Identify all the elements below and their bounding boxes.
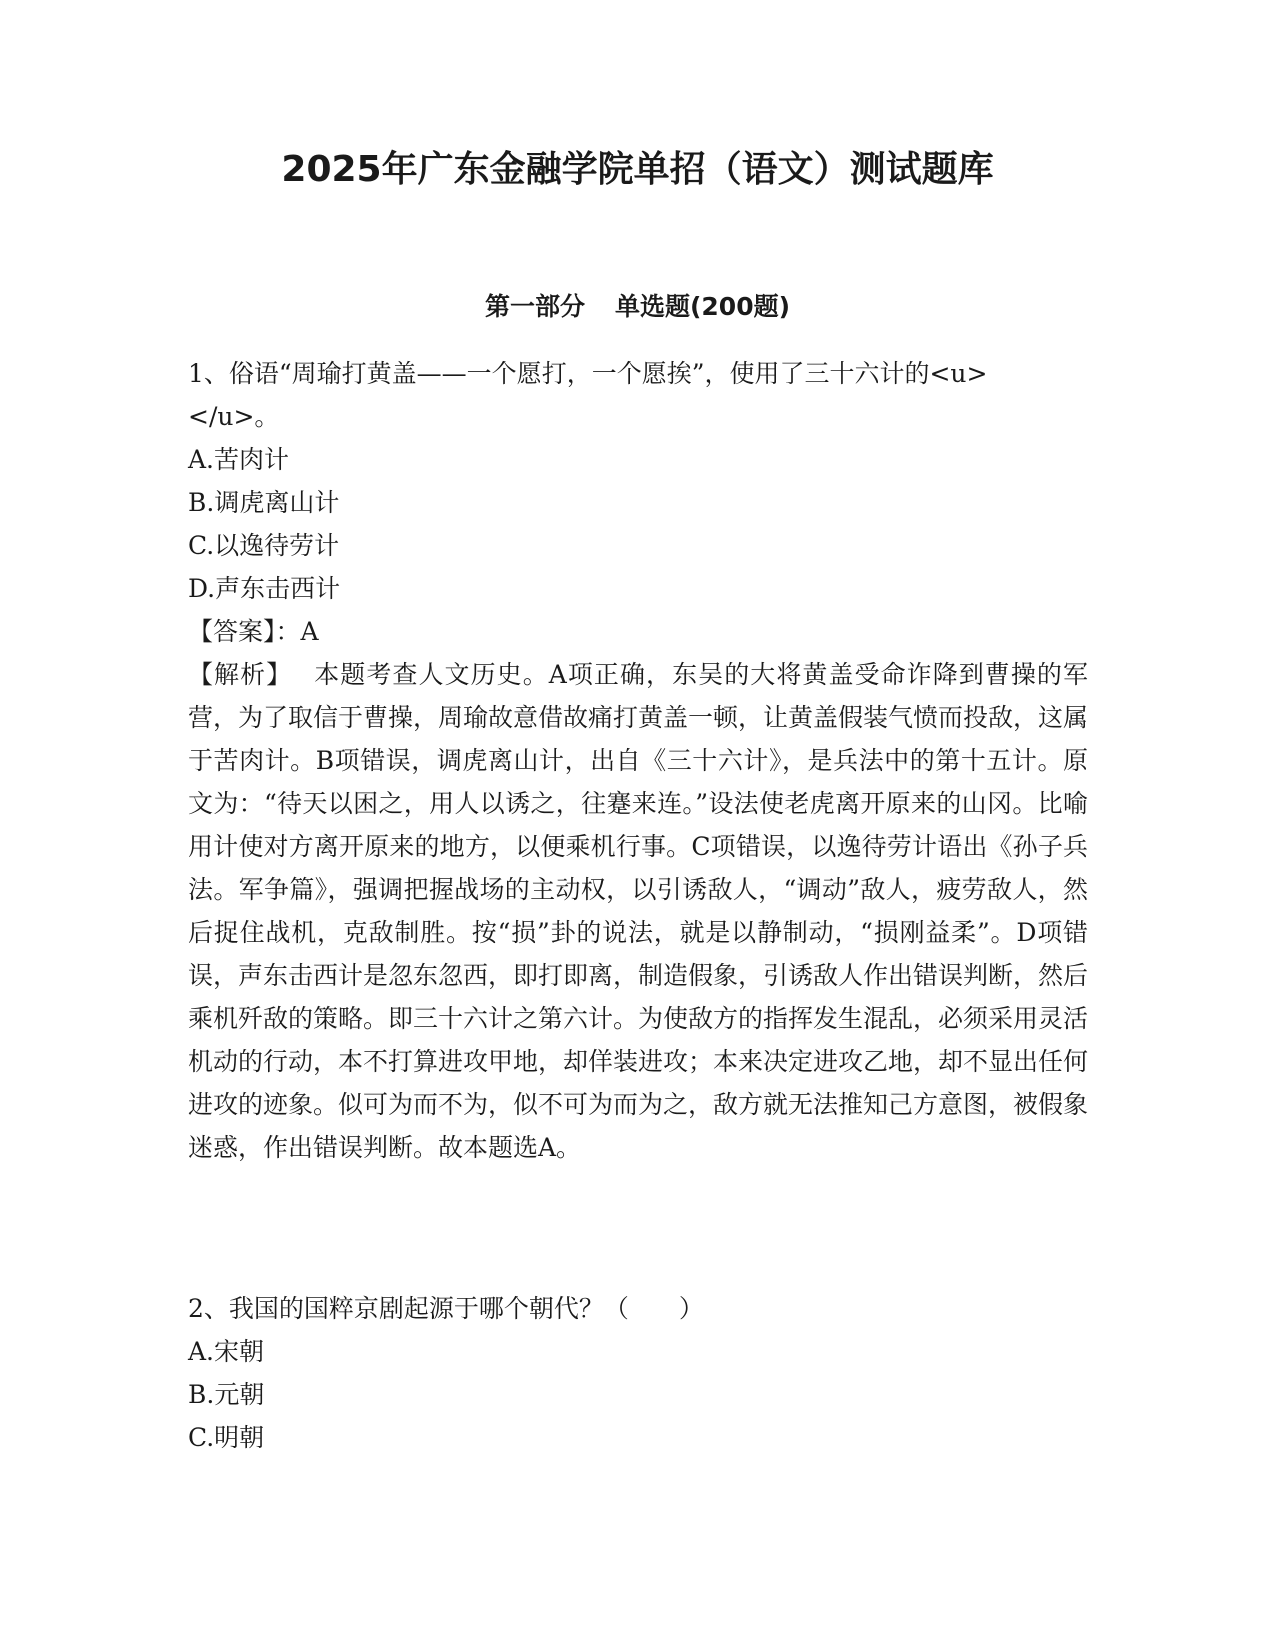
question-1-option-c: C.以逸待劳计 [188, 531, 340, 560]
question-1-answer: 【答案】：A [188, 617, 319, 646]
question-1-option-d: D.声东击西计 [188, 574, 341, 603]
section-part: 第一部分 [484, 292, 585, 321]
question-1-analysis [188, 653, 1088, 1169]
question-1-option-b: B.调虎离山计 [188, 488, 340, 517]
question-2-option-a: A.宋朝 [188, 1337, 265, 1366]
analysis-text: 本题考查人文历史。A项正确，东吴的大将黄盖受命诈降到曹操的军营，为了取信于曹操，周瑜故意借故痛打黄盖一顿，让黄盖假装气愤而投敌，这属于苦肉计。B项错误，调虎离山计，出自《三十六计》，是兵法中的第十五计。原文为：“待天以困之，用人以诱之，往蹇来连。”设法使老虎离开原来的山冈。比喻用计使对方离开原来的地方，以便乘机行事。C项错误，以逸待劳计语出《孙子兵法。军争篇》，强调把握战场的主动权，以引诱敌人，“调动”敌人，疲劳敌人，然后捉住战机，克敌制胜。按“损”卦的说法，就是以静制动，“损刚益柔”。D项错误，声东击西计是忽东忽西，即打即离，制造假象，引诱敌人作出错误判断，然后乘机歼敌的策略。即三十六计之第六计。为使敌方的指挥发生混乱，必须采用灵活机动的行动，本不打算进攻甲地，却佯装进攻；本来决定进攻乙地，却不显出任何进攻的迹象。似可为而不为，似不可为而为之，敌方就无法推知己方意图，被假象迷惑，作出错误判断。故本题选A。 [188, 660, 1089, 1162]
question-1-stem-tail-close: </u>。 [188, 402, 280, 431]
question-1-stem [188, 352, 1088, 438]
question-1-stem-tail-open: <u> [929, 359, 988, 388]
question-2-option-b: B.元朝 [188, 1380, 265, 1409]
question-1 [188, 352, 1088, 1169]
question-1-option-a: A.苦肉计 [188, 445, 290, 474]
analysis-label: 【解析】 [188, 660, 293, 689]
section-name: 单选题(200题) [614, 292, 791, 321]
section-heading [0, 290, 1275, 324]
question-2-option-c: C.明朝 [188, 1423, 265, 1452]
question-2 [188, 1287, 1088, 1459]
question-2-stem: 2、我国的国粹京剧起源于哪个朝代？（ ） [188, 1294, 704, 1323]
document-title: 2025年广东金融学院单招（语文）测试题库 [281, 149, 994, 190]
question-1-stem-text: 1、俗语“周瑜打黄盖——一个愿打，一个愿挨”，使用了三十六计的 [188, 359, 930, 388]
